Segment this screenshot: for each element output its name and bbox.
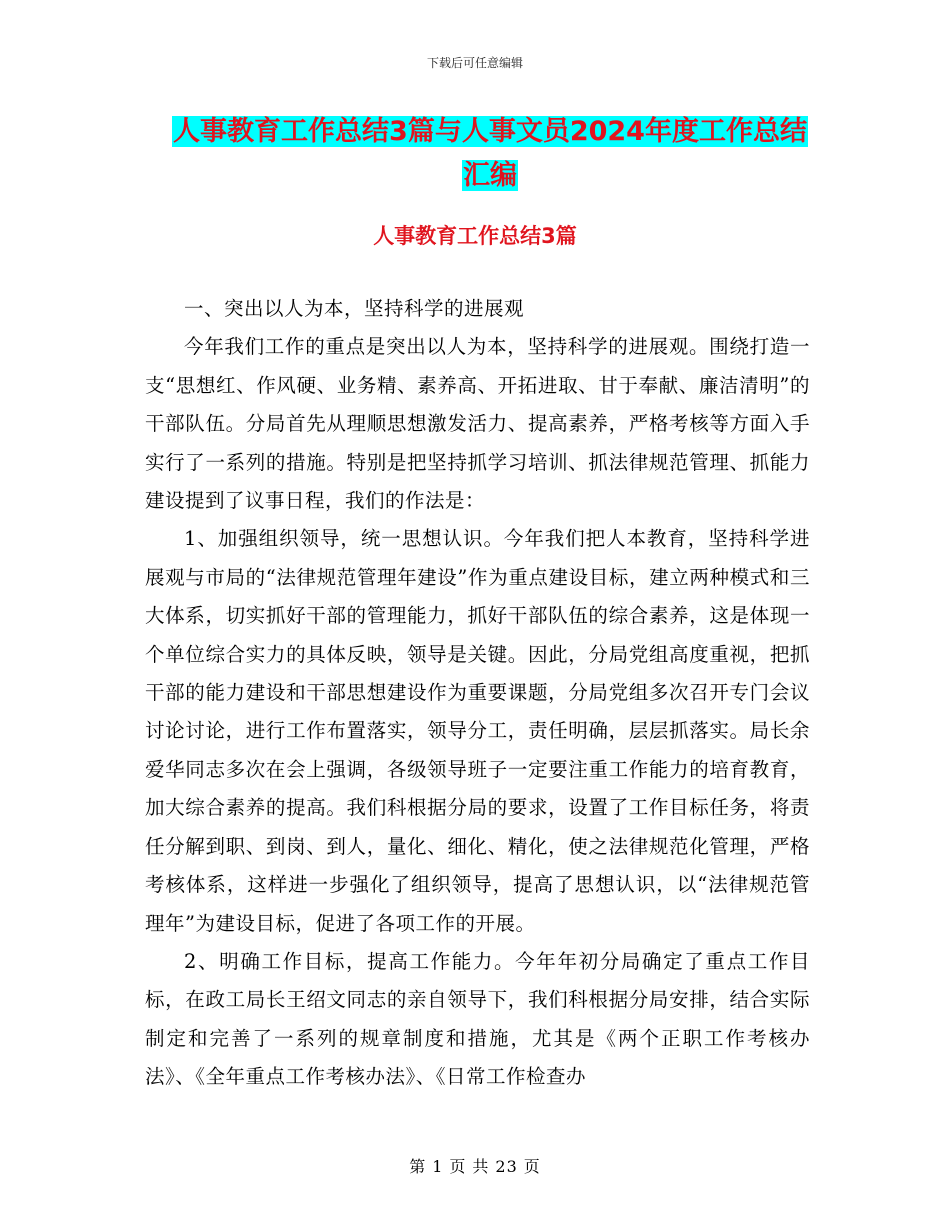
page-footer	[0, 1154, 950, 1177]
paragraph-heading-1: 一、突出以人为本，坚持科学的进展观	[184, 297, 525, 320]
footer-suffix: 页	[523, 1157, 541, 1176]
footer-middle: 页	[449, 1157, 467, 1176]
title-line-2: 汇编	[463, 160, 517, 191]
footer-prefix: 第	[409, 1157, 427, 1176]
header-note: 下载后可任意编辑	[426, 56, 523, 70]
paragraph: 1、加强组织领导，统一思想认识。今年我们把人本教育，坚持科学进展观与市局的“法律规范管理年建设”作为重点建设目标，建立两种模式和三大体系，切实抓好干部的管理能力，抓好干部队伍的综合素养，这是体现一个单位综合实力的具体反映，领导是关键。因此，分局党组高度重视，把抓干部的能力建设和干部思想建设作为重要课题，分局党组多次召开专门会议讨论讨论，进行工作布置落实，领导分工，责任明确，层层抓落实。局长余爱华同志多次在会上强调，各级领导班子一定要注重工作能力的培育教育，加大综合素养的提高。我们科根据分局的要求，设置了工作目标任务，将责任分解到职、到岗、到人，量化、细化、精化，使之法律规范化管理，严格考核体系，这样进一步强化了组织领导，提高了思想认识，以“法律规范管理年”为建设目标，促进了各项工作的开展。	[145, 527, 810, 935]
title-line-1: 人事教育工作总结3篇与人事文员2024年度工作总结	[173, 116, 807, 147]
page-total: 23	[495, 1157, 518, 1176]
document-title	[140, 110, 840, 198]
section-title: 人事教育工作总结3篇	[373, 224, 577, 248]
document-body	[145, 290, 810, 1097]
paragraph: 2、明确工作目标，提高工作能力。今年年初分局确定了重点工作目标，在政工局长王绍文同志的亲自领导下，我们科根据分局安排，结合实际制定和完善了一系列的规章制度和措施，尤其是《两个正职工作考核办法》、《全年重点工作考核办法》、《日常工作检查办	[145, 949, 810, 1089]
page-number: 1	[432, 1157, 444, 1176]
footer-total-label: 共	[472, 1157, 490, 1176]
paragraph: 今年我们工作的重点是突出以人为本，坚持科学的进展观。围绕打造一支“思想红、作风硬、业务精、素养高、开拓进取、甘于奉献、廉洁清明”的干部队伍。分局首先从理顺思想激发活力、提高素养，严格考核等方面入手实行了一系列的措施。特别是把坚持抓学习培训、抓法律规范管理、抓能力建设提到了议事日程，我们的作法是：	[145, 335, 810, 513]
